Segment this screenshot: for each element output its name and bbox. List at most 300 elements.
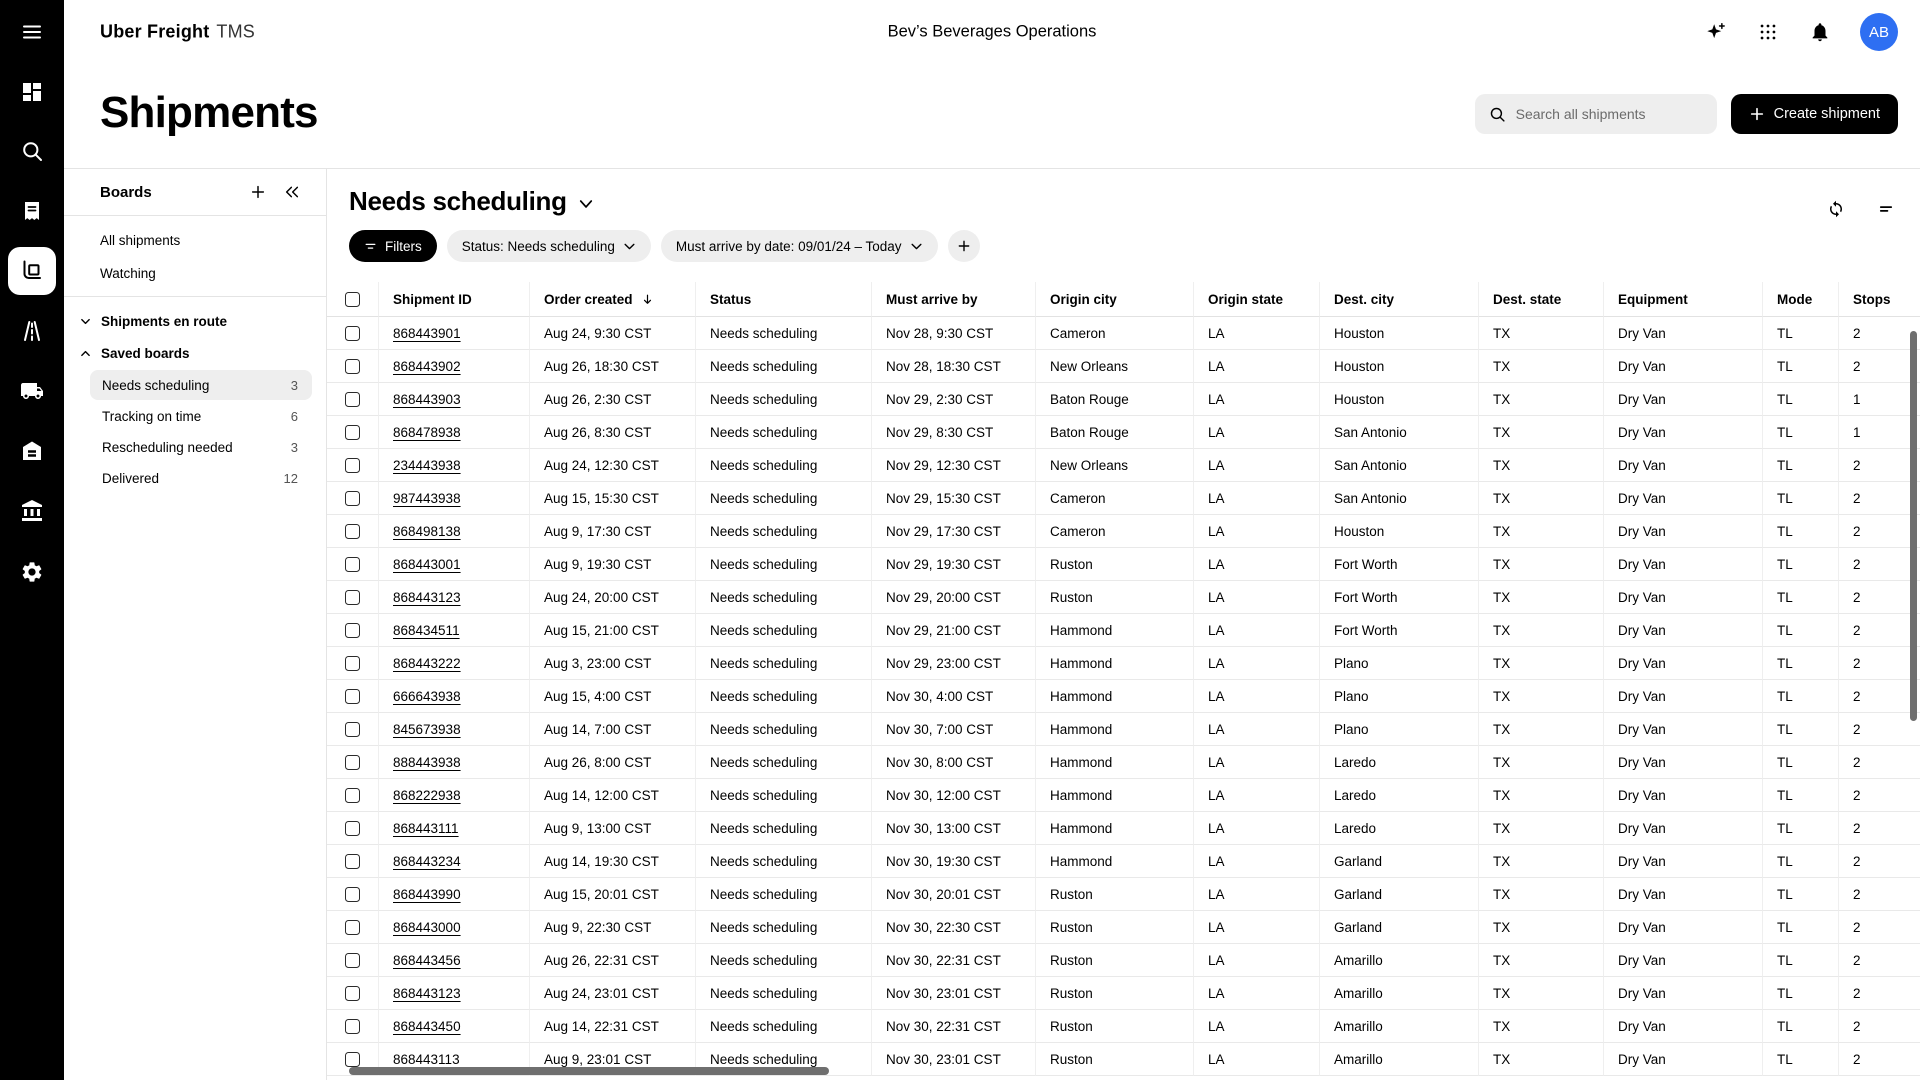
- cell-mode: TL: [1763, 515, 1839, 548]
- cell-origin_state: LA: [1194, 581, 1320, 614]
- cell-stops: 2: [1839, 350, 1920, 383]
- workspace-title: Bev’s Beverages Operations: [887, 22, 1097, 41]
- cell-created: Aug 9, 13:00 CST: [530, 812, 696, 845]
- user-avatar[interactable]: AB: [1860, 13, 1898, 51]
- saved-board-label: Tracking on time: [102, 408, 202, 424]
- bank-icon[interactable]: [8, 487, 56, 535]
- table-row: [327, 845, 1920, 878]
- saved-board-rescheduling-needed[interactable]: [90, 432, 312, 462]
- cell-dest_state: TX: [1479, 515, 1604, 548]
- cell-equipment: Dry Van: [1604, 317, 1763, 350]
- row-checkbox[interactable]: [345, 1052, 360, 1067]
- cell-origin_city: Ruston: [1036, 1043, 1194, 1076]
- collapse-panel-button[interactable]: [280, 180, 304, 204]
- shipment-id-link[interactable]: 868443901: [393, 325, 461, 341]
- saved-board-tracking-on-time[interactable]: [90, 401, 312, 431]
- cell-id: [379, 383, 530, 416]
- cell-mode: TL: [1763, 548, 1839, 581]
- saved-board-needs-scheduling[interactable]: [90, 370, 312, 400]
- table-row: [327, 614, 1920, 647]
- table-row: [327, 713, 1920, 746]
- cell-dest_city: Laredo: [1320, 746, 1479, 779]
- table-row: [327, 746, 1920, 779]
- group-saved-boards[interactable]: [64, 337, 326, 369]
- cell-stops: 2: [1839, 548, 1920, 581]
- cell-mode: TL: [1763, 482, 1839, 515]
- cell-origin_city: Ruston: [1036, 878, 1194, 911]
- cell-equipment: Dry Van: [1604, 614, 1763, 647]
- column-header-label: Mode: [1777, 291, 1813, 307]
- cell-origin_state: LA: [1194, 383, 1320, 416]
- row-checkbox[interactable]: [345, 953, 360, 968]
- shipment-id-link[interactable]: 868498138: [393, 523, 461, 539]
- shipment-id-link[interactable]: 868443234: [393, 853, 461, 869]
- cell-origin_state: LA: [1194, 680, 1320, 713]
- cell-origin_state: LA: [1194, 482, 1320, 515]
- cell-origin_state: LA: [1194, 416, 1320, 449]
- table-row: [327, 944, 1920, 977]
- horizontal-scrollbar[interactable]: [349, 1067, 829, 1075]
- shipment-id-link[interactable]: 868443456: [393, 952, 461, 968]
- cell-equipment: Dry Van: [1604, 416, 1763, 449]
- cell-origin_city: Baton Rouge: [1036, 416, 1194, 449]
- chevron-down-icon: [910, 240, 923, 253]
- cell-origin_city: Cameron: [1036, 515, 1194, 548]
- cell-status: Needs scheduling: [696, 548, 872, 581]
- row-checkbox[interactable]: [345, 821, 360, 836]
- cell-origin_state: LA: [1194, 944, 1320, 977]
- table-row: [327, 317, 1920, 350]
- row-checkbox[interactable]: [345, 392, 360, 407]
- cell-created: Aug 24, 12:30 CST: [530, 449, 696, 482]
- status-filter-label: Status: Needs scheduling: [461, 238, 615, 254]
- cell-origin_state: LA: [1194, 845, 1320, 878]
- shipments-icon[interactable]: [8, 247, 56, 295]
- cell-must_arrive: Nov 29, 19:30 CST: [872, 548, 1036, 581]
- search-icon[interactable]: [8, 127, 56, 175]
- left-icon-rail: [0, 0, 64, 1080]
- cell-origin_state: LA: [1194, 647, 1320, 680]
- column-header-id[interactable]: [379, 282, 530, 317]
- cell-stops: 2: [1839, 1043, 1920, 1076]
- create-shipment-button[interactable]: [1731, 94, 1898, 134]
- cell-origin_state: LA: [1194, 317, 1320, 350]
- cell-origin_city: Hammond: [1036, 647, 1194, 680]
- logo-tms: TMS: [216, 21, 256, 42]
- cell-mode: TL: [1763, 581, 1839, 614]
- cell-origin_state: LA: [1194, 1010, 1320, 1043]
- cell-id: [379, 449, 530, 482]
- saved-board-label: Rescheduling needed: [102, 439, 233, 455]
- cell-stops: 2: [1839, 911, 1920, 944]
- row-checkbox[interactable]: [345, 1019, 360, 1034]
- cell-id: [379, 416, 530, 449]
- cell-dest_state: TX: [1479, 944, 1604, 977]
- cell-stops: 1: [1839, 383, 1920, 416]
- filters-button-label: Filters: [385, 238, 422, 254]
- cell-origin_city: Cameron: [1036, 482, 1194, 515]
- column-header-dest_city[interactable]: [1320, 282, 1479, 317]
- cell-dest_city: Houston: [1320, 350, 1479, 383]
- cell-origin_city: Hammond: [1036, 614, 1194, 647]
- page-title: Shipments: [100, 88, 318, 137]
- cell-id: [379, 746, 530, 779]
- cell-status: Needs scheduling: [696, 812, 872, 845]
- column-header-origin_city[interactable]: [1036, 282, 1194, 317]
- shipment-id-link[interactable]: 868222938: [393, 787, 461, 803]
- cell-id: [379, 911, 530, 944]
- cell-created: Aug 24, 23:01 CST: [530, 977, 696, 1010]
- cell-equipment: Dry Van: [1604, 350, 1763, 383]
- cell-id: [379, 482, 530, 515]
- row-checkbox[interactable]: [345, 920, 360, 935]
- cell-status: Needs scheduling: [696, 713, 872, 746]
- shipment-id-link[interactable]: 868434511: [393, 622, 460, 638]
- cell-equipment: Dry Van: [1604, 647, 1763, 680]
- shipment-id-link[interactable]: 868443222: [393, 655, 461, 671]
- cell-stops: 2: [1839, 713, 1920, 746]
- column-header-label: Dest. state: [1493, 291, 1562, 307]
- column-header-dest_state[interactable]: [1479, 282, 1604, 317]
- boards-divider: [64, 296, 326, 297]
- cell-status: Needs scheduling: [696, 317, 872, 350]
- shipment-id-link[interactable]: 234443938: [393, 457, 461, 473]
- cell-stops: 2: [1839, 812, 1920, 845]
- cell-id: [379, 977, 530, 1010]
- row-checkbox[interactable]: [345, 557, 360, 572]
- chevron-down-icon: [80, 316, 91, 327]
- cell-must_arrive: Nov 28, 18:30 CST: [872, 350, 1036, 383]
- cell-dest_city: Amarillo: [1320, 944, 1479, 977]
- cell-dest_city: San Antonio: [1320, 416, 1479, 449]
- search-input[interactable]: [1516, 106, 1703, 122]
- cell-dest_city: Houston: [1320, 317, 1479, 350]
- cell-equipment: Dry Van: [1604, 944, 1763, 977]
- shipment-id-link[interactable]: 868443990: [393, 886, 461, 902]
- cell-must_arrive: Nov 30, 13:00 CST: [872, 812, 1036, 845]
- cell-status: Needs scheduling: [696, 746, 872, 779]
- shipment-id-link[interactable]: 868443001: [393, 556, 461, 572]
- cell-equipment: Dry Van: [1604, 845, 1763, 878]
- table-body: [327, 317, 1920, 1076]
- add-board-button[interactable]: [246, 180, 270, 204]
- chevron-down-icon: [623, 240, 636, 253]
- cell-mode: TL: [1763, 977, 1839, 1010]
- cell-created: Aug 24, 9:30 CST: [530, 317, 696, 350]
- row-checkbox[interactable]: [345, 854, 360, 869]
- cell-stops: 2: [1839, 779, 1920, 812]
- cell-origin_city: Hammond: [1036, 812, 1194, 845]
- menu-icon[interactable]: [8, 8, 56, 56]
- row-checkbox[interactable]: [345, 623, 360, 638]
- saved-boards-list: [64, 370, 326, 493]
- cell-status: Needs scheduling: [696, 350, 872, 383]
- cell-dest_state: TX: [1479, 317, 1604, 350]
- cell-mode: TL: [1763, 1010, 1839, 1043]
- table-row: [327, 680, 1920, 713]
- cell-mode: TL: [1763, 350, 1839, 383]
- column-header-stops[interactable]: [1839, 282, 1920, 317]
- cell-created: Aug 3, 23:00 CST: [530, 647, 696, 680]
- app-logo: [100, 22, 255, 43]
- cell-origin_city: Ruston: [1036, 944, 1194, 977]
- shipment-id-link[interactable]: 845673938: [393, 721, 461, 737]
- select-all-checkbox[interactable]: [345, 292, 360, 307]
- shipment-id-link[interactable]: 987443938: [393, 490, 461, 506]
- column-header-equipment[interactable]: [1604, 282, 1763, 317]
- cell-origin_city: Hammond: [1036, 845, 1194, 878]
- create-shipment-label: Create shipment: [1773, 106, 1880, 122]
- shipment-id-link[interactable]: 868443902: [393, 358, 461, 374]
- cell-id: [379, 317, 530, 350]
- row-checkbox[interactable]: [345, 524, 360, 539]
- filters-button[interactable]: [349, 230, 437, 262]
- filter-row: [349, 230, 1920, 262]
- notifications-bell-icon[interactable]: [1808, 20, 1832, 44]
- cell-id: [379, 680, 530, 713]
- cell-must_arrive: Nov 29, 15:30 CST: [872, 482, 1036, 515]
- cell-id: [379, 548, 530, 581]
- cell-created: Aug 26, 8:30 CST: [530, 416, 696, 449]
- row-checkbox[interactable]: [345, 887, 360, 902]
- cell-created: Aug 9, 17:30 CST: [530, 515, 696, 548]
- cell-must_arrive: Nov 30, 8:00 CST: [872, 746, 1036, 779]
- row-checkbox[interactable]: [345, 722, 360, 737]
- top-bar: [64, 0, 1920, 64]
- saved-board-label: Delivered: [102, 470, 160, 486]
- cell-stops: 2: [1839, 746, 1920, 779]
- cell-dest_city: Fort Worth: [1320, 581, 1479, 614]
- plus-icon: [957, 239, 971, 253]
- cell-dest_city: Houston: [1320, 515, 1479, 548]
- column-header-label: Shipment ID: [393, 291, 472, 307]
- column-header-label: Equipment: [1618, 291, 1688, 307]
- must-arrive-filter-label: Must arrive by date: 09/01/24 – Today: [675, 238, 902, 254]
- cell-origin_state: LA: [1194, 515, 1320, 548]
- table-row: [327, 647, 1920, 680]
- table-header-row: [327, 282, 1920, 317]
- cell-origin_city: Ruston: [1036, 548, 1194, 581]
- table-row: [327, 977, 1920, 1010]
- cell-equipment: Dry Van: [1604, 713, 1763, 746]
- saved-board-count: 3: [290, 377, 298, 393]
- row-checkbox[interactable]: [345, 326, 360, 341]
- must-arrive-date-filter-chip[interactable]: [661, 230, 938, 262]
- vertical-scrollbar[interactable]: [1910, 331, 1917, 721]
- column-header-label: Status: [710, 291, 752, 307]
- cell-created: Aug 9, 23:01 CST: [530, 1043, 696, 1076]
- row-checkbox[interactable]: [345, 425, 360, 440]
- cell-mode: TL: [1763, 449, 1839, 482]
- column-header-must_arrive[interactable]: [872, 282, 1036, 317]
- row-checkbox[interactable]: [345, 689, 360, 704]
- board-item-watching[interactable]: Watching: [100, 266, 156, 281]
- cell-dest_state: TX: [1479, 581, 1604, 614]
- cell-dest_state: TX: [1479, 977, 1604, 1010]
- topbar-actions: [1704, 0, 1898, 64]
- cell-dest_city: Laredo: [1320, 779, 1479, 812]
- board-view-tools: [1824, 197, 1898, 221]
- cell-origin_state: LA: [1194, 911, 1320, 944]
- cell-must_arrive: Nov 29, 20:00 CST: [872, 581, 1036, 614]
- cell-stops: 2: [1839, 614, 1920, 647]
- warehouse-icon[interactable]: [8, 427, 56, 475]
- cell-mode: TL: [1763, 911, 1839, 944]
- cell-mode: TL: [1763, 680, 1839, 713]
- settings-icon[interactable]: [8, 548, 56, 596]
- shipment-id-link[interactable]: 888443938: [393, 754, 461, 770]
- cell-dest_state: TX: [1479, 878, 1604, 911]
- row-checkbox[interactable]: [345, 590, 360, 605]
- board-title-dropdown[interactable]: [349, 186, 593, 217]
- cell-status: Needs scheduling: [696, 1043, 872, 1076]
- cell-must_arrive: Nov 30, 20:01 CST: [872, 878, 1036, 911]
- cell-must_arrive: Nov 30, 12:00 CST: [872, 779, 1036, 812]
- chevron-down-icon: [579, 197, 593, 211]
- cell-id: [379, 779, 530, 812]
- row-density-icon[interactable]: [1874, 197, 1898, 221]
- saved-board-delivered[interactable]: [90, 463, 312, 493]
- cell-dest_city: Garland: [1320, 845, 1479, 878]
- search-shipments[interactable]: [1475, 94, 1717, 134]
- cell-origin_state: LA: [1194, 614, 1320, 647]
- dashboard-icon[interactable]: [8, 68, 56, 116]
- row-checkbox[interactable]: [345, 788, 360, 803]
- board-view-title: Needs scheduling: [349, 186, 567, 216]
- board-item-all-shipments[interactable]: All shipments: [100, 233, 181, 248]
- cell-equipment: Dry Van: [1604, 746, 1763, 779]
- cell-id: [379, 350, 530, 383]
- cell-id: [379, 581, 530, 614]
- cell-id: [379, 614, 530, 647]
- cell-status: Needs scheduling: [696, 581, 872, 614]
- cell-stops: 2: [1839, 482, 1920, 515]
- cell-origin_state: LA: [1194, 746, 1320, 779]
- cell-dest_state: TX: [1479, 812, 1604, 845]
- shipment-id-link[interactable]: 868478938: [393, 424, 461, 440]
- shipment-id-link[interactable]: 868443450: [393, 1018, 461, 1034]
- cell-origin_state: LA: [1194, 350, 1320, 383]
- cell-created: Aug 26, 18:30 CST: [530, 350, 696, 383]
- refresh-icon[interactable]: [1824, 197, 1848, 221]
- shipment-id-link[interactable]: 868443111: [393, 820, 459, 836]
- shipment-id-link[interactable]: 666643938: [393, 688, 461, 704]
- cell-status: Needs scheduling: [696, 779, 872, 812]
- table-row: [327, 482, 1920, 515]
- row-checkbox[interactable]: [345, 458, 360, 473]
- add-filter-button[interactable]: [948, 230, 980, 262]
- row-checkbox[interactable]: [345, 656, 360, 671]
- cell-origin_city: New Orleans: [1036, 350, 1194, 383]
- cell-origin_state: LA: [1194, 977, 1320, 1010]
- cell-origin_city: Hammond: [1036, 779, 1194, 812]
- cell-origin_state: LA: [1194, 713, 1320, 746]
- page-head-actions: [1475, 94, 1898, 134]
- column-header-label: Stops: [1853, 291, 1891, 307]
- road-icon[interactable]: [8, 307, 56, 355]
- cell-equipment: Dry Van: [1604, 548, 1763, 581]
- row-checkbox[interactable]: [345, 986, 360, 1001]
- cell-created: Aug 9, 19:30 CST: [530, 548, 696, 581]
- filter-icon: [364, 240, 377, 253]
- cell-origin_city: New Orleans: [1036, 449, 1194, 482]
- shipment-id-link[interactable]: 868443123: [393, 589, 461, 605]
- cell-dest_state: TX: [1479, 350, 1604, 383]
- bookmarks-icon[interactable]: [8, 187, 56, 235]
- column-header-origin_state[interactable]: [1194, 282, 1320, 317]
- saved-board-count: 3: [290, 439, 298, 455]
- cell-must_arrive: Nov 29, 23:00 CST: [872, 647, 1036, 680]
- search-icon: [1489, 106, 1506, 123]
- cell-status: Needs scheduling: [696, 1010, 872, 1043]
- shipment-id-link[interactable]: 868443123: [393, 985, 461, 1001]
- cell-stops: 2: [1839, 449, 1920, 482]
- cell-created: Aug 14, 7:00 CST: [530, 713, 696, 746]
- shipment-id-link[interactable]: 868443903: [393, 391, 461, 407]
- cell-mode: TL: [1763, 647, 1839, 680]
- group-shipments-en-route[interactable]: [64, 305, 326, 337]
- cell-equipment: Dry Van: [1604, 515, 1763, 548]
- column-header-created[interactable]: [530, 282, 696, 317]
- column-header-mode[interactable]: [1763, 282, 1839, 317]
- ai-sparkle-icon[interactable]: [1704, 20, 1728, 44]
- table-row: [327, 812, 1920, 845]
- cell-dest_state: TX: [1479, 911, 1604, 944]
- truck-icon[interactable]: [8, 367, 56, 415]
- cell-origin_state: LA: [1194, 878, 1320, 911]
- shipment-id-link[interactable]: 868443113: [393, 1051, 460, 1067]
- logo-uber-freight: Uber Freight: [100, 21, 210, 42]
- cell-equipment: Dry Van: [1604, 383, 1763, 416]
- cell-status: Needs scheduling: [696, 878, 872, 911]
- cell-origin_state: LA: [1194, 779, 1320, 812]
- cell-created: Aug 9, 22:30 CST: [530, 911, 696, 944]
- row-checkbox[interactable]: [345, 491, 360, 506]
- cell-dest_city: Amarillo: [1320, 1010, 1479, 1043]
- shipment-id-link[interactable]: 868443000: [393, 919, 461, 935]
- cell-equipment: Dry Van: [1604, 1043, 1763, 1076]
- cell-dest_state: TX: [1479, 647, 1604, 680]
- cell-created: Aug 14, 12:00 CST: [530, 779, 696, 812]
- saved-board-count: 6: [290, 408, 298, 424]
- cell-status: Needs scheduling: [696, 614, 872, 647]
- column-header-status[interactable]: [696, 282, 872, 317]
- cell-equipment: Dry Van: [1604, 779, 1763, 812]
- apps-grid-icon[interactable]: [1756, 20, 1780, 44]
- column-header-label: Dest. city: [1334, 291, 1395, 307]
- cell-mode: TL: [1763, 845, 1839, 878]
- cell-dest_city: Garland: [1320, 878, 1479, 911]
- cell-stops: 2: [1839, 647, 1920, 680]
- row-checkbox[interactable]: [345, 755, 360, 770]
- row-checkbox[interactable]: [345, 359, 360, 374]
- cell-origin_city: Hammond: [1036, 713, 1194, 746]
- table-row: [327, 449, 1920, 482]
- cell-origin_city: Ruston: [1036, 1010, 1194, 1043]
- content-area: [64, 168, 1920, 1080]
- cell-dest_city: Garland: [1320, 911, 1479, 944]
- cell-status: Needs scheduling: [696, 977, 872, 1010]
- cell-dest_state: TX: [1479, 779, 1604, 812]
- status-filter-chip[interactable]: [447, 230, 651, 262]
- cell-origin_city: Ruston: [1036, 977, 1194, 1010]
- cell-dest_state: TX: [1479, 1043, 1604, 1076]
- cell-dest_city: Houston: [1320, 383, 1479, 416]
- cell-mode: TL: [1763, 383, 1839, 416]
- cell-must_arrive: Nov 30, 23:01 CST: [872, 1043, 1036, 1076]
- cell-must_arrive: Nov 29, 21:00 CST: [872, 614, 1036, 647]
- cell-status: Needs scheduling: [696, 515, 872, 548]
